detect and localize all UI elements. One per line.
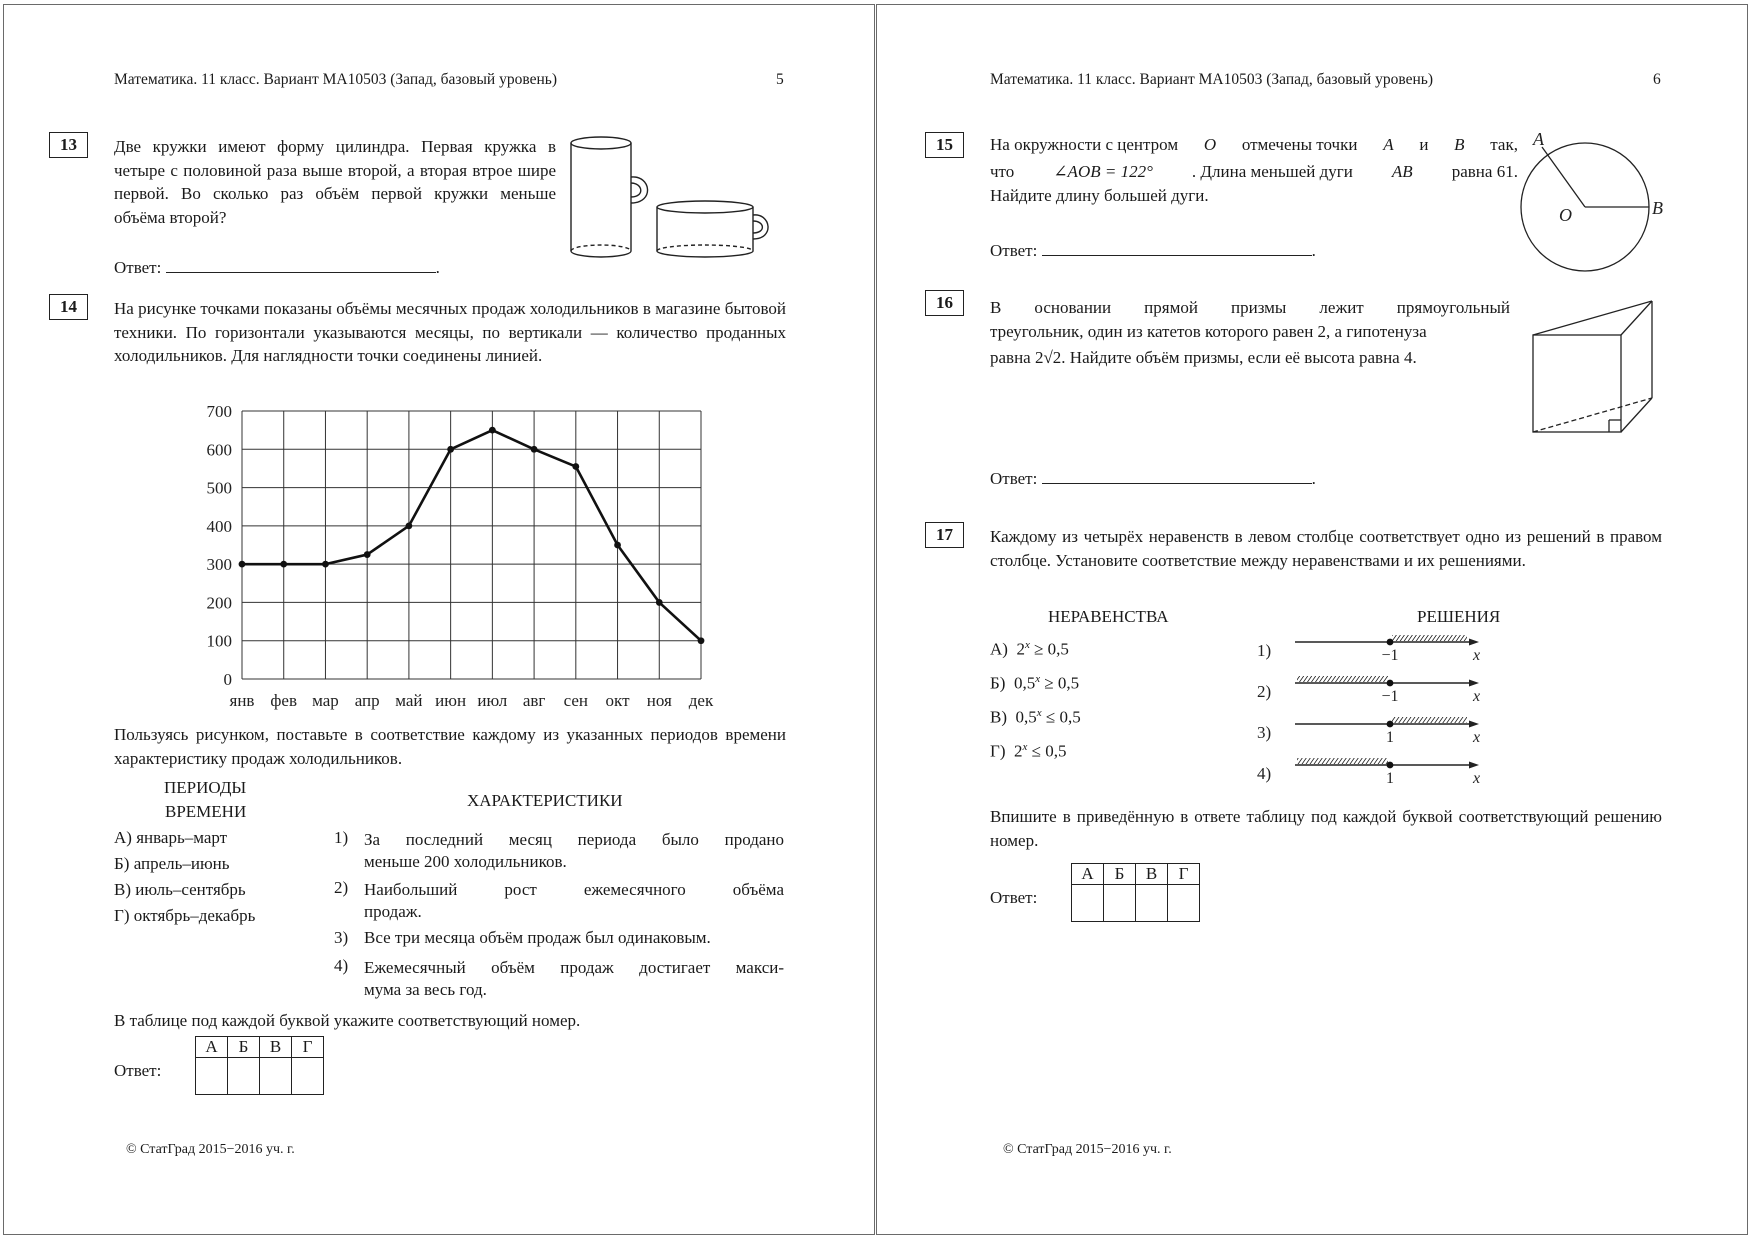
task17-answer-table bbox=[1071, 863, 1200, 922]
data-point bbox=[239, 561, 246, 568]
axis-label: x bbox=[1473, 688, 1481, 705]
text: AB bbox=[1391, 162, 1413, 181]
task16-line3 bbox=[990, 348, 1417, 368]
ineq-base: 0,5 bbox=[1015, 707, 1037, 727]
page-number: 5 bbox=[776, 71, 784, 88]
text: B bbox=[1454, 135, 1465, 154]
char-4-num: 4) bbox=[334, 956, 349, 975]
ineq-letter: В) bbox=[990, 707, 1007, 727]
char-1-line1: За последний месяц периода было продано bbox=[364, 830, 784, 849]
x-tick-label: ноя bbox=[646, 691, 672, 710]
solution-number: 2) bbox=[1257, 682, 1272, 701]
axis-label: x bbox=[1473, 647, 1481, 664]
text: отмечены точки bbox=[1241, 135, 1358, 154]
task14-text: На рисунке точками показаны объёмы месячных продаж холодильников в магазине бытовой техники. По горизонтали указываются месяцы, по вертикали — количество проданных холодильников. Для наглядности точки соединены линией. bbox=[114, 299, 786, 365]
ineq-base: 0,5 bbox=[1013, 673, 1036, 693]
x-tick-label: мар bbox=[312, 691, 339, 710]
axis-label: x bbox=[1473, 729, 1481, 746]
data-point bbox=[656, 599, 663, 606]
boundary-point bbox=[1387, 762, 1394, 769]
point-label: 1 bbox=[1386, 770, 1394, 787]
angle-expression: ∠AOB = 122° bbox=[1053, 162, 1153, 181]
task15-answer bbox=[990, 239, 1316, 261]
label-a: A bbox=[1533, 129, 1544, 149]
solution-number: 1) bbox=[1257, 641, 1272, 660]
task15-line1 bbox=[990, 135, 1518, 155]
answer-cell-b[interactable] bbox=[1104, 885, 1136, 922]
table-header-b: Б bbox=[1104, 864, 1136, 885]
solution-number: 4) bbox=[1257, 764, 1272, 783]
task-number-13: 13 bbox=[49, 132, 88, 158]
axis-arrow bbox=[1469, 721, 1479, 728]
x-tick-label: дек bbox=[688, 691, 714, 710]
answer-end: . bbox=[1311, 241, 1316, 260]
ineq-exponent: x bbox=[1022, 741, 1028, 753]
table-header-v: В bbox=[260, 1037, 292, 1058]
y-tick-label: 500 bbox=[206, 478, 232, 498]
answer-cell-b[interactable] bbox=[228, 1058, 260, 1095]
page-header: Математика. 11 класс. Вариант МА10503 (Запад, базовый уровень) bbox=[114, 71, 557, 88]
data-point bbox=[406, 522, 413, 529]
copyright: © СтатГрад 2015−2016 уч. г. bbox=[1003, 1142, 1172, 1157]
period-text: октябрь–декабрь bbox=[133, 906, 256, 925]
char-1-line2: меньше 200 холодильников. bbox=[364, 852, 567, 871]
ineq-letter: А) bbox=[990, 639, 1008, 659]
y-tick-label: 0 bbox=[223, 670, 232, 689]
text: равна 61. bbox=[1451, 162, 1518, 181]
period-letter: А) bbox=[114, 828, 132, 847]
y-tick-label: 300 bbox=[206, 555, 232, 575]
data-point bbox=[572, 463, 579, 470]
task13-answer-field[interactable] bbox=[166, 256, 436, 273]
task16-line1: В основании прямой призмы лежит прямоугольный bbox=[990, 298, 1510, 317]
table-header-g: Г bbox=[292, 1037, 324, 1058]
text: так, bbox=[1490, 135, 1518, 154]
task16-answer-field[interactable] bbox=[1042, 467, 1312, 484]
data-point bbox=[447, 446, 454, 453]
period-a bbox=[114, 828, 227, 848]
ineq-exponent: x bbox=[1035, 673, 1041, 685]
y-tick-label: 600 bbox=[206, 440, 232, 460]
y-tick-label: 700 bbox=[206, 402, 232, 421]
boundary-point bbox=[1387, 680, 1394, 687]
answer-label: Ответ: bbox=[990, 469, 1038, 488]
page-header: Математика. 11 класс. Вариант МА10503 (Запад, базовый уровень) bbox=[990, 71, 1433, 88]
task-number-14: 14 bbox=[49, 294, 88, 320]
period-letter: Б) bbox=[114, 854, 130, 873]
task15-line2 bbox=[990, 162, 1518, 182]
solutions-number-lines bbox=[1257, 627, 1487, 797]
answer-cell-g[interactable] bbox=[292, 1058, 324, 1095]
task14-table-instruction: В таблице под каждой буквой укажите соответствующий номер. bbox=[114, 1011, 581, 1030]
solutions-header: РЕШЕНИЯ bbox=[1417, 607, 1501, 626]
data-point bbox=[322, 561, 329, 568]
data-point bbox=[698, 637, 705, 644]
char-3-num: 3) bbox=[334, 928, 349, 947]
x-tick-label: май bbox=[395, 691, 423, 710]
period-g bbox=[114, 906, 255, 926]
axis-label: x bbox=[1473, 770, 1481, 787]
x-tick-label: апр bbox=[354, 691, 380, 710]
math-expression: равна 2√2 bbox=[990, 348, 1062, 367]
inequalities-header: НЕРАВЕНСТВА bbox=[1048, 607, 1169, 626]
periods-header-line2: ВРЕМЕНИ bbox=[165, 802, 247, 821]
x-tick-label: окт bbox=[605, 691, 630, 710]
axis-arrow bbox=[1469, 680, 1479, 687]
text: и bbox=[1419, 135, 1429, 154]
text: A bbox=[1383, 135, 1394, 154]
period-text: январь–март bbox=[136, 828, 228, 847]
prism-figure bbox=[1529, 295, 1664, 440]
y-tick-label: 400 bbox=[206, 516, 232, 536]
task17-answer-label: Ответ: bbox=[990, 888, 1038, 907]
task15-line3: Найдите длину большей дуги. bbox=[990, 186, 1209, 205]
char-2-num: 2) bbox=[334, 878, 349, 897]
period-text: апрель–июнь bbox=[133, 854, 230, 873]
inequality-b bbox=[990, 673, 1079, 694]
page-number: 6 bbox=[1653, 71, 1661, 88]
x-tick-label: июл bbox=[477, 691, 508, 710]
answer-cell-v[interactable] bbox=[260, 1058, 292, 1095]
point-label: −1 bbox=[1381, 647, 1399, 664]
ineq-exponent: x bbox=[1036, 707, 1042, 719]
inequality-g bbox=[990, 741, 1066, 762]
table-header-v: В bbox=[1136, 864, 1168, 885]
task-number-16: 16 bbox=[925, 290, 964, 316]
period-b bbox=[114, 854, 230, 874]
right-page bbox=[876, 4, 1748, 1235]
ineq-letter: Б) bbox=[990, 673, 1006, 693]
task14-instruction: Пользуясь рисунком, поставьте в соответствие каждому из указанных периодов времени характеристику продаж холодильников. bbox=[114, 725, 786, 768]
x-tick-label: июн bbox=[435, 691, 467, 710]
text: . Длина меньшей дуги bbox=[1191, 162, 1353, 181]
ineq-base: 2 bbox=[1016, 639, 1025, 659]
x-tick-label: авг bbox=[522, 691, 546, 710]
axis-arrow bbox=[1469, 639, 1479, 646]
task-number-15: 15 bbox=[925, 132, 964, 158]
char-3-line1: Все три месяца объём продаж был одинаковым. bbox=[364, 928, 711, 947]
task16-line2: треугольник, один из катетов которого равен 2, а гипотенуза bbox=[990, 322, 1427, 341]
series-line bbox=[242, 430, 701, 641]
axis-arrow bbox=[1469, 762, 1479, 769]
answer-label: Ответ: bbox=[114, 258, 162, 277]
answer-end: . bbox=[1311, 469, 1316, 488]
text: На окружности с центром bbox=[990, 135, 1179, 154]
y-tick-label: 200 bbox=[206, 593, 232, 613]
task17-text: Каждому из четырёх неравенств в левом столбце соответствует одно из решений в правом столбце. Установите соответствие между неравенствами и их решениями. bbox=[990, 527, 1662, 570]
text: что bbox=[990, 162, 1015, 181]
period-text: июль–сентябрь bbox=[135, 880, 246, 899]
char-1-num: 1) bbox=[334, 828, 349, 847]
y-tick-label: 100 bbox=[206, 631, 232, 651]
point-label: −1 bbox=[1381, 688, 1399, 705]
text: . Найдите объём призмы, если её высота равна 4. bbox=[1061, 348, 1417, 367]
task14-answer-table bbox=[195, 1036, 324, 1095]
answer-label: Ответ: bbox=[990, 241, 1038, 260]
solution-number: 3) bbox=[1257, 723, 1272, 742]
table-header-g: Г bbox=[1168, 864, 1200, 885]
text: O bbox=[1203, 135, 1217, 154]
char-2-line1: Наибольший рост ежемесячного объёма bbox=[364, 880, 784, 899]
x-tick-label: сен bbox=[563, 691, 589, 710]
task13-text: Две кружки имеют форму цилиндра. Первая кружка в четыре с половиной раза выше второй, а вторая втрое шире первой. Во сколько раз объём первой кружки меньше объёма второй? bbox=[114, 137, 556, 227]
periods-header-line1: ПЕРИОДЫ bbox=[164, 778, 247, 797]
answer-end: . bbox=[435, 258, 440, 277]
data-point bbox=[489, 427, 496, 434]
answer-cell-a[interactable] bbox=[1072, 885, 1104, 922]
left-page bbox=[3, 4, 875, 1235]
ineq-relation: ≥ 0,5 bbox=[1034, 639, 1069, 659]
inequality-v bbox=[990, 707, 1081, 728]
x-tick-label: фев bbox=[270, 691, 298, 710]
answer-cell-a[interactable] bbox=[196, 1058, 228, 1095]
ineq-relation: ≥ 0,5 bbox=[1044, 673, 1080, 693]
task16-answer bbox=[990, 467, 1316, 489]
ineq-exponent: x bbox=[1024, 639, 1030, 651]
answer-cell-v[interactable] bbox=[1136, 885, 1168, 922]
char-2-line2: продаж. bbox=[364, 902, 422, 921]
label-o: O bbox=[1559, 205, 1572, 225]
task14-answer-label: Ответ: bbox=[114, 1061, 162, 1080]
data-point bbox=[280, 561, 287, 568]
ineq-letter: Г) bbox=[990, 741, 1006, 761]
label-b: B bbox=[1652, 198, 1663, 218]
char-4-line1: Ежемесячный объём продаж достигает макси- bbox=[364, 958, 784, 977]
characteristics-header: ХАРАКТЕРИСТИКИ bbox=[467, 791, 623, 810]
ineq-relation: ≤ 0,5 bbox=[1031, 741, 1067, 761]
task-number-17: 17 bbox=[925, 522, 964, 548]
task17-instruction: Впишите в приведённую в ответе таблицу под каждой буквой соответствующий решению номер. bbox=[990, 807, 1662, 850]
data-point bbox=[614, 542, 621, 549]
hatched-region bbox=[1297, 676, 1388, 682]
ineq-relation: ≤ 0,5 bbox=[1045, 707, 1081, 727]
table-header-a: А bbox=[1072, 864, 1104, 885]
period-letter: Г) bbox=[114, 906, 130, 925]
copyright: © СтатГрад 2015−2016 уч. г. bbox=[126, 1142, 295, 1157]
task15-answer-field[interactable] bbox=[1042, 239, 1312, 256]
hatched-region bbox=[1297, 758, 1388, 764]
data-point bbox=[531, 446, 538, 453]
answer-cell-g[interactable] bbox=[1168, 885, 1200, 922]
char-4-line2: мума за весь год. bbox=[364, 980, 487, 999]
boundary-point bbox=[1387, 721, 1394, 728]
point-label: 1 bbox=[1386, 729, 1394, 746]
table-header-a: А bbox=[196, 1037, 228, 1058]
mugs-figure bbox=[569, 131, 794, 263]
period-v bbox=[114, 880, 246, 900]
sales-line-chart bbox=[174, 395, 734, 715]
table-header-b: Б bbox=[228, 1037, 260, 1058]
boundary-point bbox=[1387, 639, 1394, 646]
hatched-region bbox=[1392, 717, 1467, 723]
ineq-base: 2 bbox=[1014, 741, 1023, 761]
data-point bbox=[364, 551, 371, 558]
period-letter: В) bbox=[114, 880, 131, 899]
hatched-region bbox=[1392, 635, 1467, 641]
circle-figure bbox=[1517, 129, 1677, 274]
inequality-a bbox=[990, 639, 1069, 660]
x-tick-label: янв bbox=[229, 691, 255, 710]
task13-answer bbox=[114, 256, 440, 278]
